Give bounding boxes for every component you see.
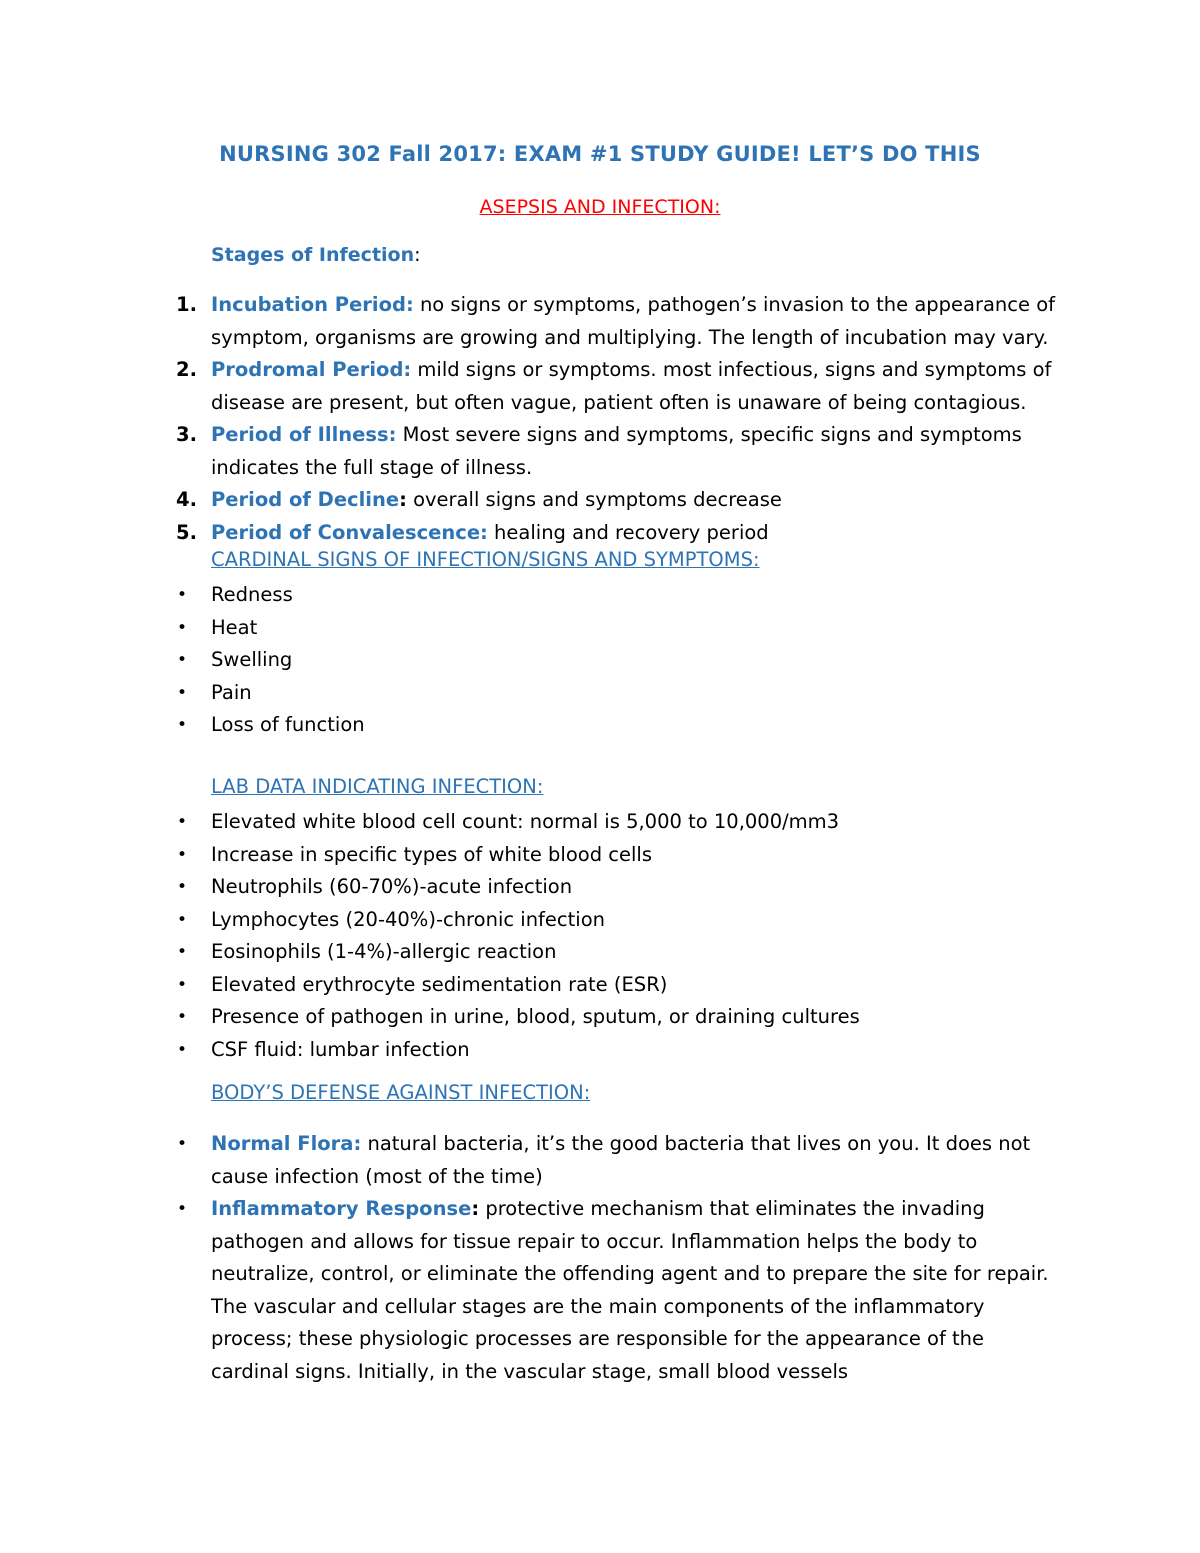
section-heading-asepsis: ASEPSIS AND INFECTION:: [479, 196, 721, 218]
list-item: [0, 969, 1200, 1002]
list-item: [0, 484, 1200, 517]
bullet-icon: •: [177, 974, 188, 995]
list-item: [0, 904, 1200, 937]
list-item-text: CSF fluid: lumbar infection: [211, 1037, 470, 1061]
stage-term: Period of Illness:: [211, 423, 397, 446]
list-item-text: Loss of function: [211, 713, 365, 736]
cardinal-signs-list: [0, 579, 1200, 742]
bullet-icon: •: [177, 585, 188, 605]
list-item-text: Lymphocytes (20-40%)-chronic infection: [211, 907, 605, 931]
bullet-icon: •: [177, 909, 188, 930]
bullet-icon: •: [177, 942, 188, 962]
stage-text: overall signs and symptoms decrease: [406, 488, 782, 511]
defense-term-colon: :: [471, 1197, 480, 1220]
list-item: [0, 677, 1200, 710]
list-item: [0, 1128, 1200, 1193]
list-item: [0, 806, 1200, 839]
bullet-icon: •: [177, 715, 188, 735]
bullet-icon: •: [177, 844, 188, 865]
bullet-icon: •: [177, 1199, 188, 1219]
stages-heading-colon: :: [414, 244, 421, 266]
bullet-icon: •: [177, 1134, 188, 1154]
list-item-text: Presence of pathogen in urine, blood, sputum, or draining cultures: [211, 1005, 860, 1028]
defense-text: natural bacteria, it’s the good bacteria that lives on you. It does not cause infection (most of the time): [211, 1132, 1031, 1188]
defense-text: protective mechanism that eliminates the invading pathogen and allows for tissue repair to occur. Inflammation helps the body to neutralize, control, or eliminate the offending agent and to prepare the site for repair. The vascular and cellular stages are the main components of the inflammatory process; these physiologic processes are responsible for the appearance of the cardinal signs. Initially, in the vascular stage, small blood vessels: [211, 1197, 1049, 1383]
document-title: NURSING 302 Fall 2017: EXAM #1 STUDY GUIDE! LET’S DO THIS: [219, 142, 981, 166]
list-item: [0, 1193, 1200, 1388]
list-item-text: Heat: [211, 615, 258, 639]
list-item-text: Elevated white blood cell count: normal is 5,000 to 10,000/mm3: [211, 810, 840, 833]
list-item: [0, 289, 1200, 354]
lab-data-list: [0, 806, 1200, 1066]
bullet-icon: •: [177, 1039, 188, 1060]
stage-text: no signs or symptoms, pathogen’s invasion to the appearance of symptom, organisms are growing and multiplying. The length of incubation may vary.: [211, 293, 1056, 349]
stage-term: Incubation Period:: [211, 293, 414, 316]
list-item: [0, 517, 1200, 550]
list-item-text: Swelling: [211, 648, 293, 671]
list-item-text: Redness: [211, 583, 293, 606]
list-item: [0, 1034, 1200, 1067]
list-item-text: Increase in specific types of white blood cells: [211, 842, 652, 866]
list-item: [0, 419, 1200, 484]
stage-text: mild signs or symptoms. most infectious, signs and symptoms of disease are present, but often vague, patient often is unaware of being contagious.: [211, 358, 1052, 414]
list-item: [0, 644, 1200, 677]
stage-term-colon: :: [399, 488, 407, 511]
list-item: [0, 1001, 1200, 1034]
body-defense-heading: BODY’S DEFENSE AGAINST INFECTION:: [211, 1081, 591, 1104]
list-item: [0, 579, 1200, 612]
list-item: [0, 709, 1200, 742]
stage-term: Prodromal Period:: [211, 358, 412, 381]
list-item: [0, 936, 1200, 969]
stages-list: [0, 289, 1200, 549]
list-item: [0, 839, 1200, 872]
list-item: [0, 871, 1200, 904]
defense-term: Normal Flora:: [211, 1132, 362, 1155]
cardinal-signs-heading: CARDINAL SIGNS OF INFECTION/SIGNS AND SYMPTOMS:: [211, 548, 760, 571]
lab-data-heading: LAB DATA INDICATING INFECTION:: [211, 775, 544, 798]
list-number: 2.: [176, 358, 197, 381]
list-item: [0, 612, 1200, 645]
stage-text: healing and recovery period: [487, 520, 769, 544]
bullet-icon: •: [177, 650, 188, 670]
list-item-text: Eosinophils (1-4%)-allergic reaction: [211, 940, 557, 963]
defense-term: Inflammatory Response: [211, 1197, 472, 1220]
bullet-icon: •: [177, 877, 188, 897]
list-number: 3.: [176, 423, 197, 446]
stages-heading: [211, 244, 421, 266]
list-item-text: Neutrophils (60-70%)-acute infection: [211, 875, 573, 898]
stage-term: Period of Convalescence:: [211, 520, 488, 544]
list-item-text: Elevated erythrocyte sedimentation rate (ESR): [211, 972, 668, 996]
list-number: 5.: [176, 520, 197, 544]
body-defense-list: [0, 1128, 1200, 1388]
stage-text: Most severe signs and symptoms, specific signs and symptoms indicates the full stage of illness.: [211, 423, 1022, 479]
bullet-icon: •: [177, 812, 188, 832]
bullet-icon: •: [177, 617, 188, 638]
list-item-text: Pain: [211, 680, 252, 704]
list-number: 4.: [176, 488, 197, 511]
bullet-icon: •: [177, 682, 188, 703]
bullet-icon: •: [177, 1007, 188, 1027]
stages-heading-text: Stages of Infection: [211, 244, 415, 266]
list-item: [0, 354, 1200, 419]
stage-term: Period of Decline: [211, 488, 400, 511]
list-number: 1.: [176, 293, 197, 316]
